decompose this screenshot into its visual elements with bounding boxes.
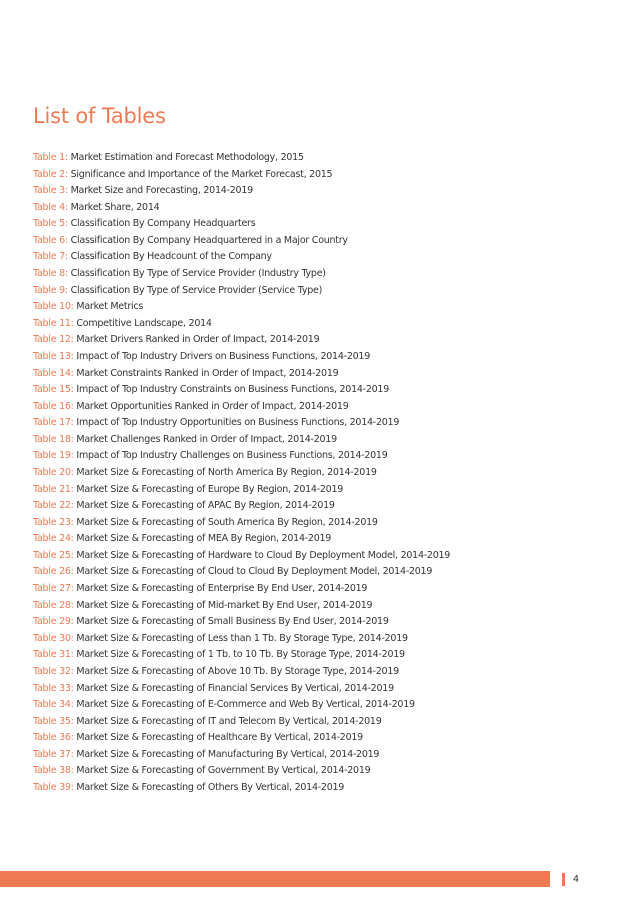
toc-entry-title: Classification By Company Headquarters [67, 218, 256, 230]
toc-entry[interactable] [33, 266, 450, 283]
toc-entry-label: Table 31: [33, 649, 74, 661]
toc-entry-title: Market Size & Forecasting of North America By Region, 2014-2019 [73, 466, 377, 478]
toc-entry[interactable] [33, 614, 450, 631]
toc-entry[interactable] [33, 316, 450, 333]
toc-entry-title: Impact of Top Industry Challenges on Business Functions, 2014-2019 [73, 450, 388, 462]
toc-entry-label: Table 24: [33, 533, 74, 545]
toc-entry-title: Market Size & Forecasting of Europe By Region, 2014-2019 [73, 483, 344, 495]
toc-entry[interactable] [33, 233, 450, 250]
toc-entry[interactable] [33, 366, 450, 383]
toc-entry[interactable] [33, 581, 450, 598]
toc-entry-label: Table 30: [33, 632, 74, 644]
toc-entry[interactable] [33, 183, 450, 200]
toc-entry-title: Market Size & Forecasting of Less than 1 Tb. By Storage Type, 2014-2019 [73, 632, 408, 644]
toc-entry-title: Market Size & Forecasting of Above 10 Tb. By Storage Type, 2014-2019 [73, 665, 399, 677]
toc-entry-title: Market Estimation and Forecast Methodology, 2015 [67, 152, 304, 163]
toc-entry[interactable] [33, 763, 450, 780]
toc-entry-label: Table 23: [33, 516, 74, 528]
toc-entry[interactable] [33, 548, 450, 565]
toc-entry[interactable] [33, 299, 450, 316]
toc-entry-label: Table 25: [33, 549, 74, 561]
toc-entry-label: Table 19: [33, 450, 74, 462]
toc-entry-title: Impact of Top Industry Constraints on Business Functions, 2014-2019 [73, 384, 390, 396]
toc-entry-title: Market Size & Forecasting of Small Business By End User, 2014-2019 [73, 616, 389, 628]
toc-entry-label: Table 20: [33, 466, 74, 478]
toc-entry-title: Classification By Type of Service Provider (Service Type) [67, 284, 323, 296]
toc-entry-label: Table 6: [33, 234, 68, 246]
toc-entry-title: Market Size & Forecasting of Manufacturing By Vertical, 2014-2019 [73, 748, 380, 760]
toc-entry[interactable] [33, 332, 450, 349]
toc-entry-label: Table 14: [33, 367, 74, 379]
toc-entry-label: Table 4: [33, 201, 68, 213]
toc-entry[interactable] [33, 399, 450, 416]
toc-entry-title: Impact of Top Industry Drivers on Business Functions, 2014-2019 [73, 350, 371, 362]
toc-entry[interactable] [33, 283, 450, 300]
toc-entry[interactable] [33, 415, 450, 432]
toc-entry-title: Market Metrics [73, 301, 144, 313]
toc-entry-label: Table 38: [33, 765, 74, 777]
toc-entry-label: Table 8: [33, 268, 68, 280]
toc-entry[interactable] [33, 531, 450, 548]
toc-entry[interactable] [33, 167, 450, 184]
toc-entry[interactable] [33, 730, 450, 747]
toc-entry[interactable] [33, 747, 450, 764]
toc-entry[interactable] [33, 598, 450, 615]
list-of-tables [33, 150, 450, 797]
toc-entry-title: Market Size & Forecasting of Enterprise By End User, 2014-2019 [73, 583, 368, 595]
toc-entry-title: Market Share, 2014 [67, 201, 160, 213]
toc-entry[interactable] [33, 465, 450, 482]
toc-entry-label: Table 5: [33, 218, 68, 230]
toc-entry-title: Market Size & Forecasting of Mid-market By End User, 2014-2019 [73, 599, 373, 611]
toc-entry-label: Table 16: [33, 400, 74, 412]
page-number: 4 [573, 873, 580, 885]
toc-entry-label: Table 21: [33, 483, 74, 495]
toc-entry-label: Table 33: [33, 682, 74, 694]
toc-entry-title: Classification By Type of Service Provider (Industry Type) [67, 268, 326, 280]
toc-entry-label: Table 3: [33, 185, 68, 197]
toc-entry-title: Market Size & Forecasting of Healthcare By Vertical, 2014-2019 [73, 732, 363, 744]
toc-entry[interactable] [33, 200, 450, 217]
toc-entry-title: Market Size & Forecasting of MEA By Region, 2014-2019 [73, 533, 332, 545]
toc-entry-title: Impact of Top Industry Opportunities on Business Functions, 2014-2019 [73, 417, 400, 429]
toc-entry-label: Table 29: [33, 616, 74, 628]
toc-entry[interactable] [33, 647, 450, 664]
toc-entry-title: Competitive Landscape, 2014 [73, 317, 212, 329]
toc-entry-label: Table 2: [33, 168, 68, 180]
toc-entry-label: Table 17: [33, 417, 74, 429]
toc-entry-label: Table 1: [33, 152, 68, 163]
toc-entry-label: Table 34: [33, 699, 74, 711]
toc-entry-label: Table 36: [33, 732, 74, 744]
toc-entry-label: Table 11: [33, 317, 74, 329]
toc-entry-label: Table 32: [33, 665, 74, 677]
toc-entry-title: Market Size & Forecasting of South America By Region, 2014-2019 [73, 516, 378, 528]
toc-entry[interactable] [33, 150, 450, 167]
toc-entry-label: Table 13: [33, 350, 74, 362]
toc-entry[interactable] [33, 515, 450, 532]
toc-entry[interactable] [33, 349, 450, 366]
footer-accent-bar [0, 871, 550, 887]
toc-entry-title: Market Size & Forecasting of 1 Tb. to 10 Tb. By Storage Type, 2014-2019 [73, 649, 405, 661]
toc-entry-label: Table 10: [33, 301, 74, 313]
toc-entry-label: Table 22: [33, 500, 74, 512]
toc-entry-label: Table 9: [33, 284, 68, 296]
toc-entry-label: Table 7: [33, 251, 68, 263]
toc-entry[interactable] [33, 664, 450, 681]
page-heading: List of Tables [33, 104, 166, 128]
toc-entry-title: Market Size & Forecasting of APAC By Region, 2014-2019 [73, 500, 335, 512]
toc-entry-label: Table 27: [33, 583, 74, 595]
toc-entry-title: Market Size & Forecasting of E-Commerce and Web By Vertical, 2014-2019 [73, 699, 415, 711]
toc-entry[interactable] [33, 564, 450, 581]
toc-entry-title: Market Drivers Ranked in Order of Impact, 2014-2019 [73, 334, 320, 346]
toc-entry[interactable] [33, 482, 450, 499]
toc-entry-label: Table 39: [33, 781, 74, 793]
toc-entry-title: Market Size & Forecasting of Financial Services By Vertical, 2014-2019 [73, 682, 394, 694]
toc-entry-title: Significance and Importance of the Market Forecast, 2015 [67, 168, 333, 180]
toc-entry-label: Table 35: [33, 715, 74, 727]
toc-entry[interactable] [33, 448, 450, 465]
toc-entry[interactable] [33, 780, 450, 797]
toc-entry-title: Classification By Company Headquartered in a Major Country [67, 234, 348, 246]
toc-entry[interactable] [33, 432, 450, 449]
toc-entry-label: Table 18: [33, 433, 74, 445]
toc-entry[interactable] [33, 631, 450, 648]
toc-entry-label: Table 26: [33, 566, 74, 578]
toc-entry-title: Classification By Headcount of the Company [67, 251, 272, 263]
toc-entry-title: Market Size and Forecasting, 2014-2019 [67, 185, 253, 197]
toc-entry-title: Market Size & Forecasting of Cloud to Cloud By Deployment Model, 2014-2019 [73, 566, 433, 578]
toc-entry-label: Table 28: [33, 599, 74, 611]
toc-entry-label: Table 12: [33, 334, 74, 346]
page-number-marker [562, 873, 565, 886]
toc-entry[interactable] [33, 714, 450, 731]
toc-entry-title: Market Size & Forecasting of IT and Telecom By Vertical, 2014-2019 [73, 715, 382, 727]
toc-entry[interactable] [33, 498, 450, 515]
toc-entry-title: Market Size & Forecasting of Hardware to Cloud By Deployment Model, 2014-2019 [73, 549, 451, 561]
page-number-block [562, 871, 579, 887]
toc-entry-label: Table 37: [33, 748, 74, 760]
toc-entry[interactable] [33, 382, 450, 399]
toc-entry[interactable] [33, 249, 450, 266]
toc-entry[interactable] [33, 216, 450, 233]
toc-entry[interactable] [33, 681, 450, 698]
toc-entry-label: Table 15: [33, 384, 74, 396]
toc-entry-title: Market Opportunities Ranked in Order of Impact, 2014-2019 [73, 400, 349, 412]
toc-entry-title: Market Size & Forecasting of Others By Vertical, 2014-2019 [73, 781, 345, 793]
toc-entry-title: Market Constraints Ranked in Order of Impact, 2014-2019 [73, 367, 339, 379]
toc-entry[interactable] [33, 697, 450, 714]
toc-entry-title: Market Size & Forecasting of Government By Vertical, 2014-2019 [73, 765, 371, 777]
toc-entry-title: Market Challenges Ranked in Order of Impact, 2014-2019 [73, 433, 337, 445]
